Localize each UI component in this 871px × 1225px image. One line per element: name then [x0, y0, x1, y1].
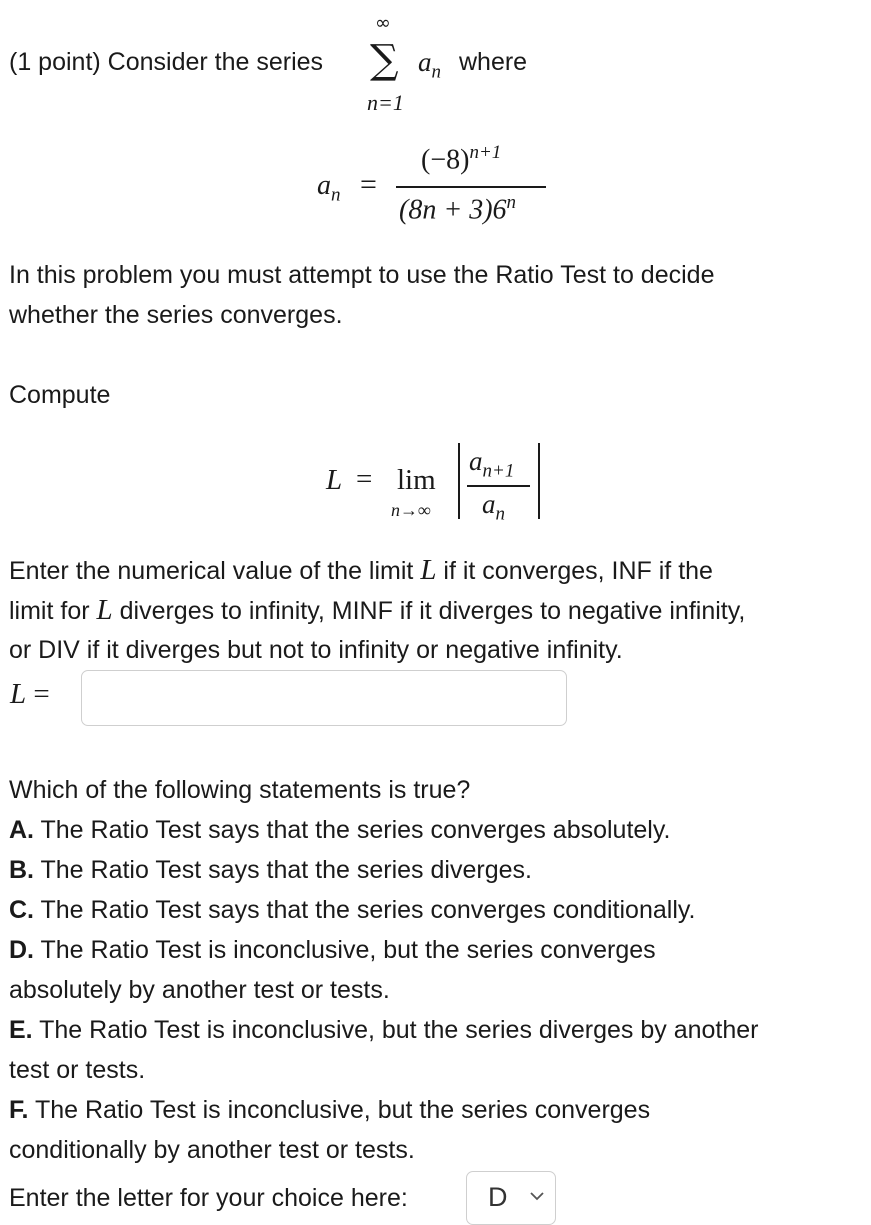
definition-fraction-bar: [396, 186, 546, 188]
option-e: E. The Ratio Test is inconclusive, but the series diverges by another: [9, 1016, 759, 1044]
instruction-line-2: whether the series converges.: [9, 301, 343, 329]
definition-equals: =: [360, 168, 377, 201]
definition-numerator: $(-8)^{n+1}$: [421, 142, 502, 176]
answer-label: L =: [10, 678, 50, 710]
option-b: B. The Ratio Test says that the series diverges.: [9, 856, 532, 884]
intro-suffix: where: [459, 48, 528, 76]
option-a: A. The Ratio Test says that the series converges absolutely.: [9, 816, 671, 844]
series-term: $a_n$: [418, 47, 441, 83]
limit-subscript: n→∞: [391, 500, 431, 520]
option-f: F. The Ratio Test is inconclusive, but the series converges: [9, 1096, 651, 1124]
option-e-continued: test or tests.: [9, 1056, 146, 1084]
option-c: C. The Ratio Test says that the series converges conditionally.: [9, 896, 696, 924]
enter-instructions-line-3: or DIV if it diverges but not to infinity or negative infinity.: [9, 636, 623, 664]
enter-instructions-line-1: Enter the numerical value of the limit L if it converges, INF if the: [9, 554, 713, 586]
limit-fraction-bar: [467, 485, 530, 487]
compute-label: Compute: [9, 381, 111, 409]
sigma-symbol: ∑: [370, 37, 399, 83]
choice-selected-value: D: [488, 1182, 508, 1212]
option-f-continued: conditionally by another test or tests.: [9, 1136, 415, 1164]
choice-select[interactable]: [466, 1171, 556, 1225]
abs-bar-right: [538, 443, 540, 519]
instruction-line-1: In this problem you must attempt to use the Ratio Test to decide: [9, 261, 715, 289]
limit-answer-input[interactable]: [81, 670, 567, 726]
choice-label: Enter the letter for your choice here:: [9, 1184, 408, 1212]
limit-lim: lim: [397, 464, 436, 496]
question-text: Which of the following statements is true?: [9, 776, 471, 804]
intro-prefix: (1 point) Consider the series: [9, 48, 324, 76]
chevron-down-icon: [529, 1190, 545, 1202]
limit-lhs: L: [326, 464, 343, 496]
option-d-continued: absolutely by another test or tests.: [9, 976, 390, 1004]
limit-denominator: $a_n$: [482, 489, 505, 525]
limit-numerator: $a_{n+1}$: [469, 446, 515, 482]
enter-instructions-line-2: limit for L diverges to infinity, MINF if it diverges to negative infinity,: [9, 594, 746, 626]
limit-equals: =: [356, 463, 373, 495]
option-d: D. The Ratio Test is inconclusive, but the series converges: [9, 936, 656, 964]
sum-upper-limit: ∞: [375, 12, 391, 34]
definition-lhs: $a_n$: [317, 170, 341, 206]
definition-denominator: $(8n + 3)6^n$: [399, 192, 517, 226]
sum-lower-limit: n=1: [367, 90, 404, 115]
abs-bar-left: [458, 443, 460, 519]
